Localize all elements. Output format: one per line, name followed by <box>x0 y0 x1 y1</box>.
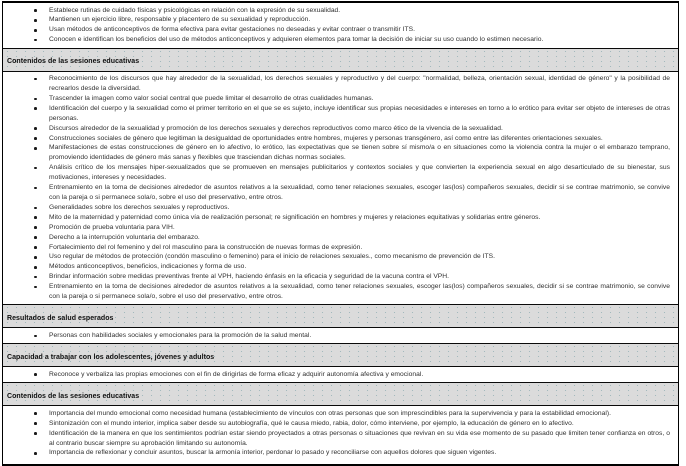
list-item: Identificación del cuerpo y la sexualidad como el primer territorio en el que se es sujeto, incluye identificar sus propias necesidades e intereses en torno a lo erótico para evitar ser objeto de intereses de otras personas. <box>49 104 670 122</box>
list-item: Generalidades sobre los derechos sexuales y reproductivos. <box>49 203 670 213</box>
list-item: Mito de la maternidad y paternidad como única vía de realización personal; re significación en hombres y mujeres y relaciones equitativas y solidarias entre géneros. <box>49 213 670 223</box>
session-contents-list-1 <box>3 72 678 305</box>
list-item: Usan métodos de anticonceptivos de forma efectiva para evitar gestaciones no deseadas y evitar contraer o transmitir ITS. <box>49 25 670 35</box>
list-item: Importancia del mundo emocional como necesidad humana (establecimiento de vínculos con otras personas que son imprescindibles para la supervivencia y para la estabilidad emocional). <box>49 409 670 419</box>
health-results-list <box>3 328 678 343</box>
session-contents-header-1 <box>3 48 678 72</box>
list-item: Uso regular de métodos de protección (condón masculino o femenino) para el inicio de relaciones sexuales., como mecanismo de prevención de ITS. <box>49 252 670 262</box>
capacity-list <box>3 367 678 382</box>
list-item: Entrenamiento en la toma de decisiones alrededor de asuntos relativos a la sexualidad, como tener relaciones sexuales, escoger las(los) compañeros sexuales, decidir si se contrae matrimonio, se convive con la pareja o si permanece sola/o, sobre el uso del preservativo, entre otros. <box>49 283 670 301</box>
list-item: Métodos anticonceptivos, beneficios, indicaciones y forma de uso. <box>49 262 670 272</box>
bullet-list <box>3 370 670 380</box>
list-item: Reconocimiento de los discursos que hay alrededor de la sexualidad, los derechos sexuales y reproductivo y del cuerpo: "normalidad, belleza, orientación sexual, identidad de género" y la posibilidad de recrearlos desde la diversidad. <box>49 75 670 93</box>
list-item: Manifestaciones de estas construcciones de género en lo afectivo, lo erótico, las expectativas que se tienen sobre sí mismo/a o en situaciones como la violencia contra la mujer o el embarazo temprano, promoviendo identidades de género más sanas y flexibles que trasciendan dichas normas sociales. <box>49 144 670 162</box>
list-item: Conocen e identifican los beneficios del uso de métodos anticonceptivos y adquieren elementos para tomar la decisión de iniciar su uso cuando lo estimen necesario. <box>49 35 670 45</box>
section-header-label: Resultados de salud esperados <box>7 314 114 322</box>
section-header-label: Contenidos de las sesiones educativas <box>7 58 140 66</box>
bullet-list <box>3 6 670 46</box>
list-item: Fortalecimiento del rol femenino y del rol masculino para la construcción de nuevas formas de expresión. <box>49 243 670 253</box>
list-item: Brindar información sobre medidas preventivas frente al VPH, haciendo énfasis en la eficacia y seguridad de la vacuna contra el VPH. <box>49 272 670 282</box>
list-item: Sintonización con el mundo interior, implica saber desde su autobiografía, qué le causa miedo, rabia, dolor, cómo interviene, por ejemplo, la educación de género en lo afectivo. <box>49 419 670 429</box>
bullet-list <box>3 331 670 341</box>
bullet-list <box>3 409 670 459</box>
list-item: Construcciones sociales de género que legitiman la desigualdad de oportunidades entre hombres, mujeres y personas transgénero, así como entre las diferentes orientaciones sexuales. <box>49 134 670 144</box>
expected-results-continued <box>3 3 678 48</box>
list-item: Entrenamiento en la toma de decisiones alrededor de asuntos relativos a la sexualidad, como tener relaciones sexuales, escoger las(los) compañeros sexuales, decidir si se contrae matrimonio, se convive con la pareja o si permanece sola/o, sobre el uso del preservativo, entre otros. <box>49 184 670 201</box>
list-item: Trascender la imagen como valor social central que puede limitar el desarrollo de otras cualidades humanas. <box>49 94 670 104</box>
document-table <box>2 1 679 466</box>
capacity-header <box>3 343 678 367</box>
list-item: Personas con habilidades sociales y emocionales para la promoción de la salud mental. <box>49 331 670 341</box>
session-contents-list-2 <box>3 406 678 464</box>
list-item: Establece rutinas de cuidado físicas y psicológicas en relación con la expresión de su sexualidad. <box>49 6 670 16</box>
list-item: Análisis crítico de los mensajes hiper-sexualizados que se promueven en mensajes publicitarios y contextos sociales y que convierten la experiencia sexual en algo desarticulado de su bienestar, sus motivaciones, intereses y necesidades. <box>49 164 670 182</box>
list-item: Reconoce y verbaliza las propias emociones con el fin de dirigirlas de forma eficaz y adquirir autonomía afectiva y emocional. <box>49 370 670 380</box>
list-item: Importancia de reflexionar y concluir asuntos, buscar la armonía interior, perdonar lo pasado y reconciliarse con aquellos dolores que siguen vigentes. <box>49 448 670 458</box>
list-item: Identificación de la manera en que los sentimientos podrían estar siendo proyectados a otras personas o situaciones que revivan en su vida ese momento de su pasado que limiten tener confianza en otros, o al contrario buscar siempre su aprobación limitando su autonomía. <box>49 429 670 447</box>
list-item: Mantienen un ejercicio libre, responsable y placentero de su sexualidad y reproducción. <box>49 15 670 25</box>
section-header-label: Contenidos de las sesiones educativas <box>7 392 140 400</box>
health-results-header <box>3 304 678 328</box>
list-item: Derecho a la interrupción voluntaria del embarazo. <box>49 233 670 243</box>
list-item: Discursos alrededor de la sexualidad y promoción de los derechos sexuales y derechos reproductivos como marco ético de la vivencia de la sexualidad. <box>49 124 670 134</box>
list-item: Promoción de prueba voluntaria para VIH. <box>49 223 670 233</box>
section-header-label: Capacidad a trabajar con los adolescentes, jóvenes y adultos <box>7 353 215 361</box>
bullet-list <box>3 74 670 302</box>
session-contents-header-2 <box>3 382 678 406</box>
